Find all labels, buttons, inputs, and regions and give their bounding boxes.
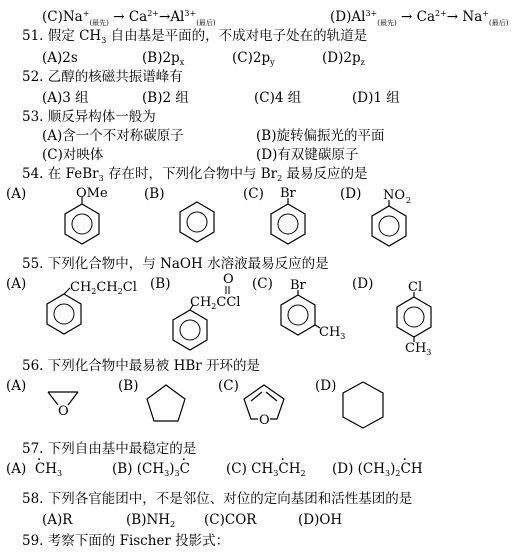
q53-option-c: (C)对映体 [42, 147, 104, 163]
q52-option-a: (A)3 组 [42, 90, 89, 106]
q58-option-d: (D)OH [298, 512, 343, 528]
q52-option-d: (D)1 组 [352, 90, 400, 106]
q56-option-b: (B) [118, 378, 139, 394]
svg-text:CH2CH2Cl: $CH_2CH_2Cl$ [70, 280, 137, 296]
q56-cyclopentane [147, 385, 185, 421]
q58-option-a: (A)R [42, 512, 73, 528]
q50-option-c: $(C)Na^+_{(最先)} \to Ca^{2+}\to Al^{3+}_{(最后)}$ [42, 9, 216, 27]
q54-option-d: (D) [340, 186, 362, 202]
q56-option-d: (D) [315, 378, 337, 394]
q53-option-b: (B)旋转偏振光的平面 [256, 128, 385, 144]
q56-furan [244, 385, 284, 428]
q51-option-d: $(D)2p_z$ [322, 50, 365, 67]
svg-text:2: 2 [406, 196, 412, 205]
q53-stem: 53. 顺反异构体一般为 [22, 109, 156, 125]
q54-option-b: (B) [144, 186, 165, 202]
q59-stem: 59. 考察下面的 Fischer 投影式： [22, 533, 230, 549]
q57-option-c: (C) $CH_3\cdot CH_2$ [226, 461, 306, 482]
q56-option-a: (A) [6, 378, 27, 394]
q54-substituent-no2: NO [383, 188, 406, 203]
q50-option-d: $(D)Al^{3+}_{(最先)} \to Ca^{2+}\to Na^+_{(最后)}$ [330, 9, 509, 27]
svg-text:O: O [259, 413, 270, 428]
q58-option-b: $(B)NH_2$ [126, 512, 176, 529]
q56-stem: 56. 下列化合物中最易被 HBr 开环的是 [22, 358, 261, 374]
q51-stem: 51. 假定 $CH_3$ 自由基是平面的，不成对电子处在的轨道是 [22, 28, 368, 45]
svg-text:O: O [58, 404, 69, 419]
q51-option-a: (A)2s [42, 50, 78, 66]
q57-option-b: (B) $(CH_3)_3\cdot C$ [112, 461, 190, 482]
q53-option-a: (A)含一个不对称碳原子 [42, 128, 184, 144]
q54-option-a: (A) [6, 186, 27, 202]
q53-option-d: (D)有双键碳原子 [256, 147, 359, 163]
q58-stem: 58. 下列各官能团中，不是邻位、对位的定向基团和活性基团的是 [22, 491, 413, 507]
q55-option-a: (A) [6, 276, 27, 292]
q55-option-c: (C) [252, 276, 273, 292]
q56-epoxide [48, 392, 78, 419]
q54-stem: 54. 在 FeBr$_3$ 存在时，下列化合物中与 $Br_2$ 最易反应的是 [22, 166, 368, 183]
q57-stem: 57. 下列自由基中最稳定的是 [22, 441, 197, 457]
q51-option-c: $(C)2p_y$ [232, 50, 275, 67]
svg-text:CH3: $CH_3$ [319, 325, 346, 341]
q56-cyclohexane [343, 382, 383, 428]
q54-option-c: (C) [243, 186, 264, 202]
q54-substituent-ome: OMe [76, 186, 108, 201]
q55-option-b: (B) [150, 276, 171, 292]
q52-option-b: (B)2 组 [142, 90, 189, 106]
q56-option-c: (C) [218, 378, 239, 394]
svg-text:O: O [223, 272, 234, 287]
q55-option-d: (D) [352, 276, 374, 292]
q57-option-a: $(A) \cdot CH_3$ [6, 461, 62, 482]
q52-option-c: (C)4 组 [254, 90, 302, 106]
svg-text:CH2CCl: $CH_2CCl$ [190, 295, 241, 311]
svg-text:CH3: $CH_3$ [405, 341, 432, 357]
q51-option-b: $(B)2p_x$ [142, 50, 185, 67]
q57-option-d: (D) $(CH_3)_2\cdot$ CH [332, 461, 423, 482]
q58-option-c: (C)COR [204, 512, 257, 528]
q54-substituent-br: Br [280, 186, 296, 201]
svg-text:Br: Br [290, 278, 306, 293]
q55-stem: 55. 下列化合物中，与 NaOH 水溶液最易反应的是 [22, 256, 329, 272]
q52-stem: 52. 乙醇的核磁共振谱峰有 [22, 69, 183, 85]
svg-text:Cl: Cl [408, 280, 423, 295]
